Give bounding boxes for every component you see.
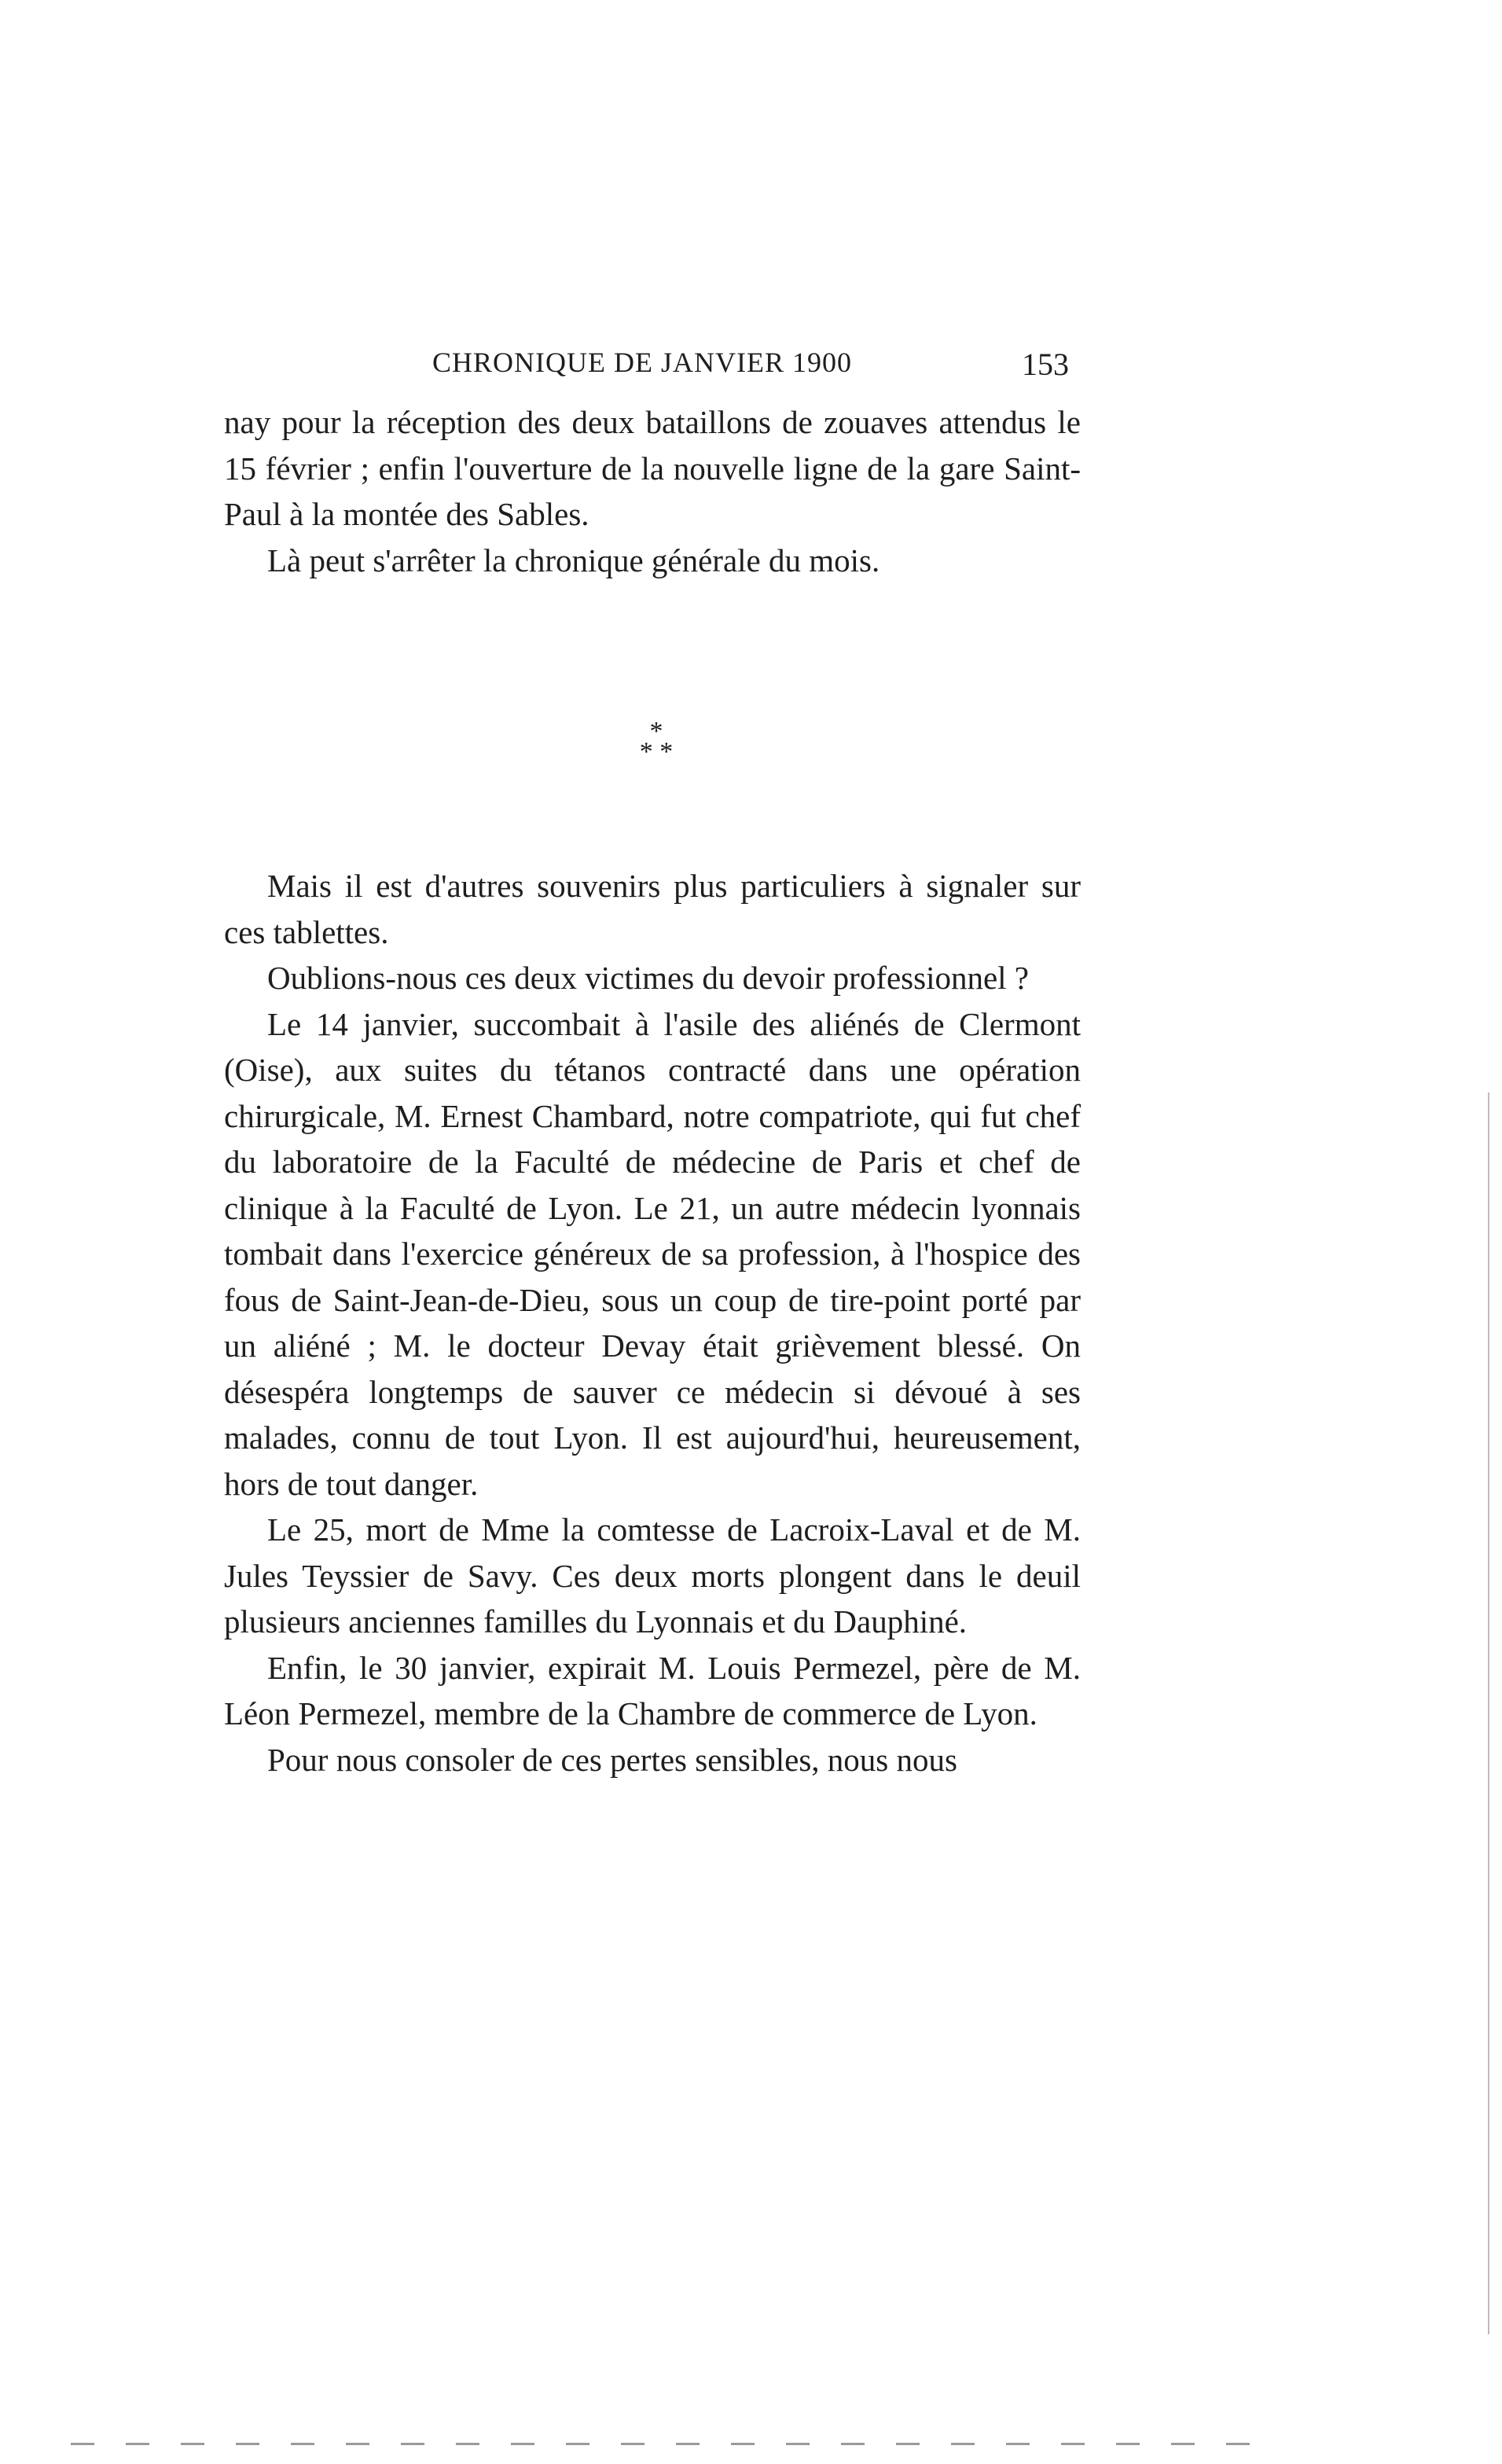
paragraph: Le 25, mort de Mme la comtesse de Lacroix-Laval et de M. Jules Teyssier de Savy. Ces deux morts plongent dans le deuil plusieurs anciennes familles du Lyonnais et du Dauphiné. (224, 1511, 1081, 1640)
paragraph: nay pour la réception des deux bataillons de zouaves attendus le 15 février ; enfin l'ouverture de la nouvelle ligne de la gare Saint-Paul à la montée des Sables. (224, 404, 1081, 532)
asterism-bottom: * * (639, 737, 674, 766)
paragraph: Le 14 janvier, succombait à l'asile des aliénés de Clermont (Oise), aux suites du tétanos contracté dans une opération chirurgicale, M. Ernest Chambard, notre compatriote, qui fut chef du laboratoire de la Faculté de médecine de Paris et chef de clinique à la Faculté de Lyon. Le 21, un autre médecin lyonnais tombait dans l'exercice généreux de sa profession, à l'hospice des fous de Saint-Jean-de-Dieu, sous un coup de tire-point porté par un aliéné ; M. le docteur Devay était grièvement blessé. On désespéra longtemps de sauver ce médecin si dévoué à ses malades, connu de tout Lyon. Il est aujourd'hui, heureusement, hors de tout danger. (224, 1005, 1081, 1502)
text-block-top (224, 399, 1081, 583)
paragraph: Enfin, le 30 janvier, expirait M. Louis Permezel, père de M. Léon Permezel, membre de la Chambre de commerce de Lyon. (224, 1649, 1081, 1731)
paragraph: Pour nous consoler de ces pertes sensibles, nous nous (267, 1741, 957, 1778)
asterism-ornament (621, 717, 692, 766)
running-title: CHRONIQUE DE JANVIER 1900 (432, 347, 852, 378)
paragraph: Oublions-nous ces deux victimes du devoir professionnel ? (267, 960, 1030, 996)
paragraph: Là peut s'arrêter la chronique générale du mois. (267, 542, 880, 578)
paragraph: Mais il est d'autres souvenirs plus particuliers à signaler sur ces tablettes. (224, 868, 1081, 950)
text-block-bottom (224, 863, 1081, 1783)
asterism-top: * (649, 717, 663, 746)
running-head (224, 346, 1069, 393)
page-number: 153 (1022, 347, 1069, 382)
scan-margin-line (1488, 1092, 1489, 2334)
scan-bottom-edge (71, 2443, 1250, 2445)
